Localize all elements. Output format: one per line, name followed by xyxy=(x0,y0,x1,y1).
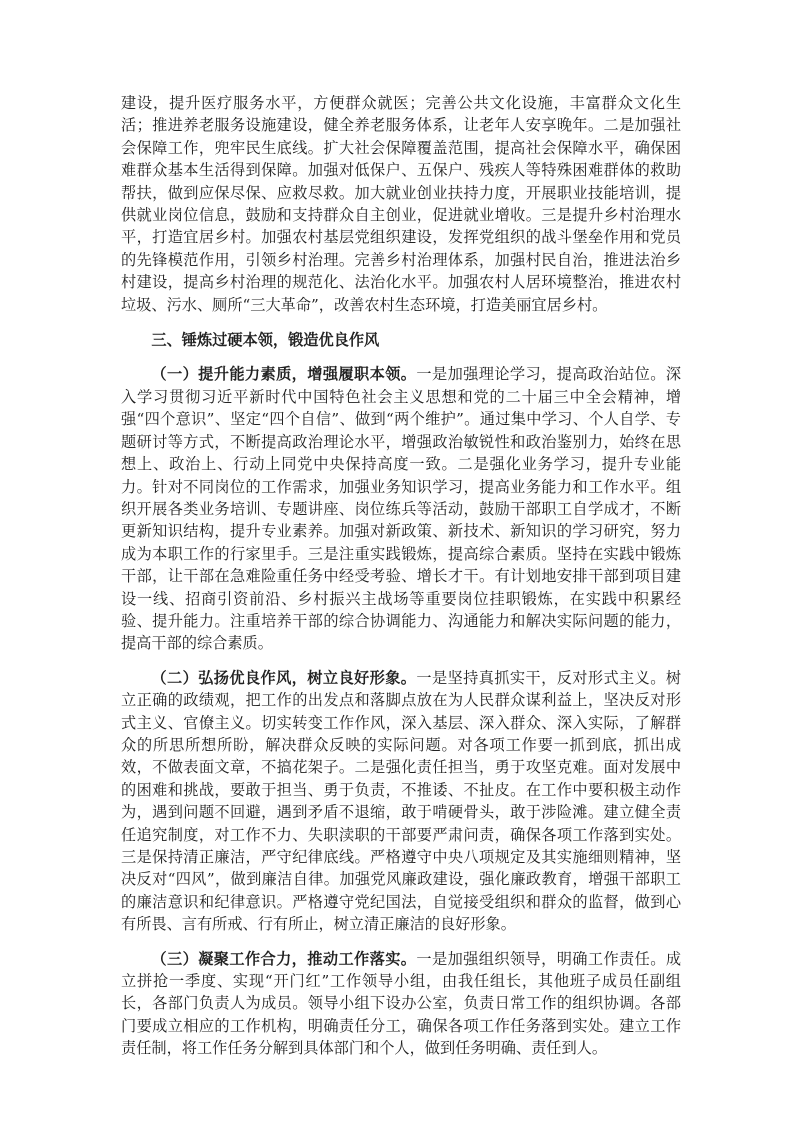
section-heading: 三、锤炼过硬本领，锻造优良作风 xyxy=(151,331,380,350)
subsection-2-heading: （二）弘扬优良作风，树立良好形象。 xyxy=(151,668,417,687)
subsection-3-heading: （三）凝聚工作合力，推动工作落实。 xyxy=(151,949,417,968)
subsection-3 xyxy=(121,948,681,1060)
subsection-2-body: 一是坚持真抓实干，反对形式主义。树立正确的政绩观，把工作的出发点和落脚点放在为人民群众谋利益上，坚决反对形式主义、官僚主义。切实转变工作作风，深入基层、深入群众、深入实际，了解群众的所思所想所盼，解决群众反映的实际问题。对各项工作要一抓到底，抓出成效，不做表面文章，不搞花架子。二是强化责任担当，勇于攻坚克难。面对发展中的困难和挑战，要敢于担当、勇于负责，不推诿、不扯皮。在工作中要积极主动作为，遇到问题不回避，遇到矛盾不退缩，敢于啃硬骨头，敢于涉险滩。建立健全责任追究制度，对工作不力、失职渎职的干部要严肃问责，确保各项工作落到实处。三是保持清正廉洁，严守纪律底线。严格遵守中央八项规定及其实施细则精神，坚决反对“四风”，做到廉洁自律。加强党风廉政建设，强化廉政教育，增强干部职工的廉洁意识和纪律意识。严格遵守党纪国法，自觉接受组织和群众的监督，做到心有所畏、言有所戒、行有所止，树立清正廉洁的良好形象。 xyxy=(121,668,682,934)
intro-paragraph: 建设，提升医疗服务水平，方便群众就医；完善公共文化设施，丰富群众文化生活；推进养老服务设施建设，健全养老服务体系，让老年人安享晚年。二是加强社会保障工作，兜牢民生底线。扩大社会保障覆盖范围，提高社会保障水平，确保困难群众基本生活得到保障。加强对低保户、五保户、残疾人等特殊困难群体的救助帮扶，做到应保尽保、应救尽救。加大就业创业扶持力度，开展职业技能培训，提供就业岗位信息，鼓励和支持群众自主创业，促进就业增收。三是提升乡村治理水平，打造宜居乡村。加强农村基层党组织建设，发挥党组织的战斗堡垒作用和党员的先锋模范作用，引领乡村治理。完善乡村治理体系，加强村民自治，推进法治乡村建设，提高乡村治理的规范化、法治化水平。加强农村人居环境整治，推进农村垃圾、污水、厕所“三大革命”，改善农村生态环境，打造美丽宜居乡村。 xyxy=(121,94,681,314)
subsection-1-body: 一是加强理论学习，提高政治站位。深入学习贯彻习近平新时代中国特色社会主义思想和党的二十届三中全会精神，增强“四个意识”、坚定“四个自信”、做到“两个维护”。通过集中学习、个人自学、专题研讨等方式，不断提高政治理论水平，增强政治敏锐性和政治鉴别力，始终在思想上、政治上、行动上同党中央保持高度一致。二是强化业务学习，提升专业能力。针对不同岗位的工作需求，加强业务知识学习，提高业务能力和工作水平。组织开展各类业务培训、专题讲座、岗位练兵等活动，鼓励干部职工自学成才，不断更新知识结构，提升专业素养。加强对新政策、新技术、新知识的学习研究，努力成为本职工作的行家里手。三是注重实践锻炼，提高综合素质。坚持在实践中锻炼干部，让干部在急难险重任务中经受考验、增长才干。有计划地安排干部到项目建设一线、招商引资前沿、乡村振兴主战场等重要岗位挂职锻炼，在实践中积累经验、提升能力。注重培养干部的综合协调能力、沟通能力和解决实际问题的能力，提高干部的综合素质。 xyxy=(121,365,682,653)
document-page xyxy=(121,92,681,1060)
subsection-1 xyxy=(121,363,681,654)
subsection-1-heading: （一）提升能力素质，增强履职本领。 xyxy=(151,365,417,384)
subsection-3-body: 一是加强组织领导，明确工作责任。成立拼抢一季度、实现“开门红”工作领导小组，由我任组长，其他班子成员任副组长，各部门负责人为成员。领导小组下设办公室，负责日常工作的组织协调。各部门要成立相应的工作机构，明确责任分工，确保各项工作任务落到实处。建立工作责任制，将工作任务分解到具体部门和个人，做到任务明确、责任到人。 xyxy=(121,949,682,1058)
subsection-2 xyxy=(121,667,681,936)
